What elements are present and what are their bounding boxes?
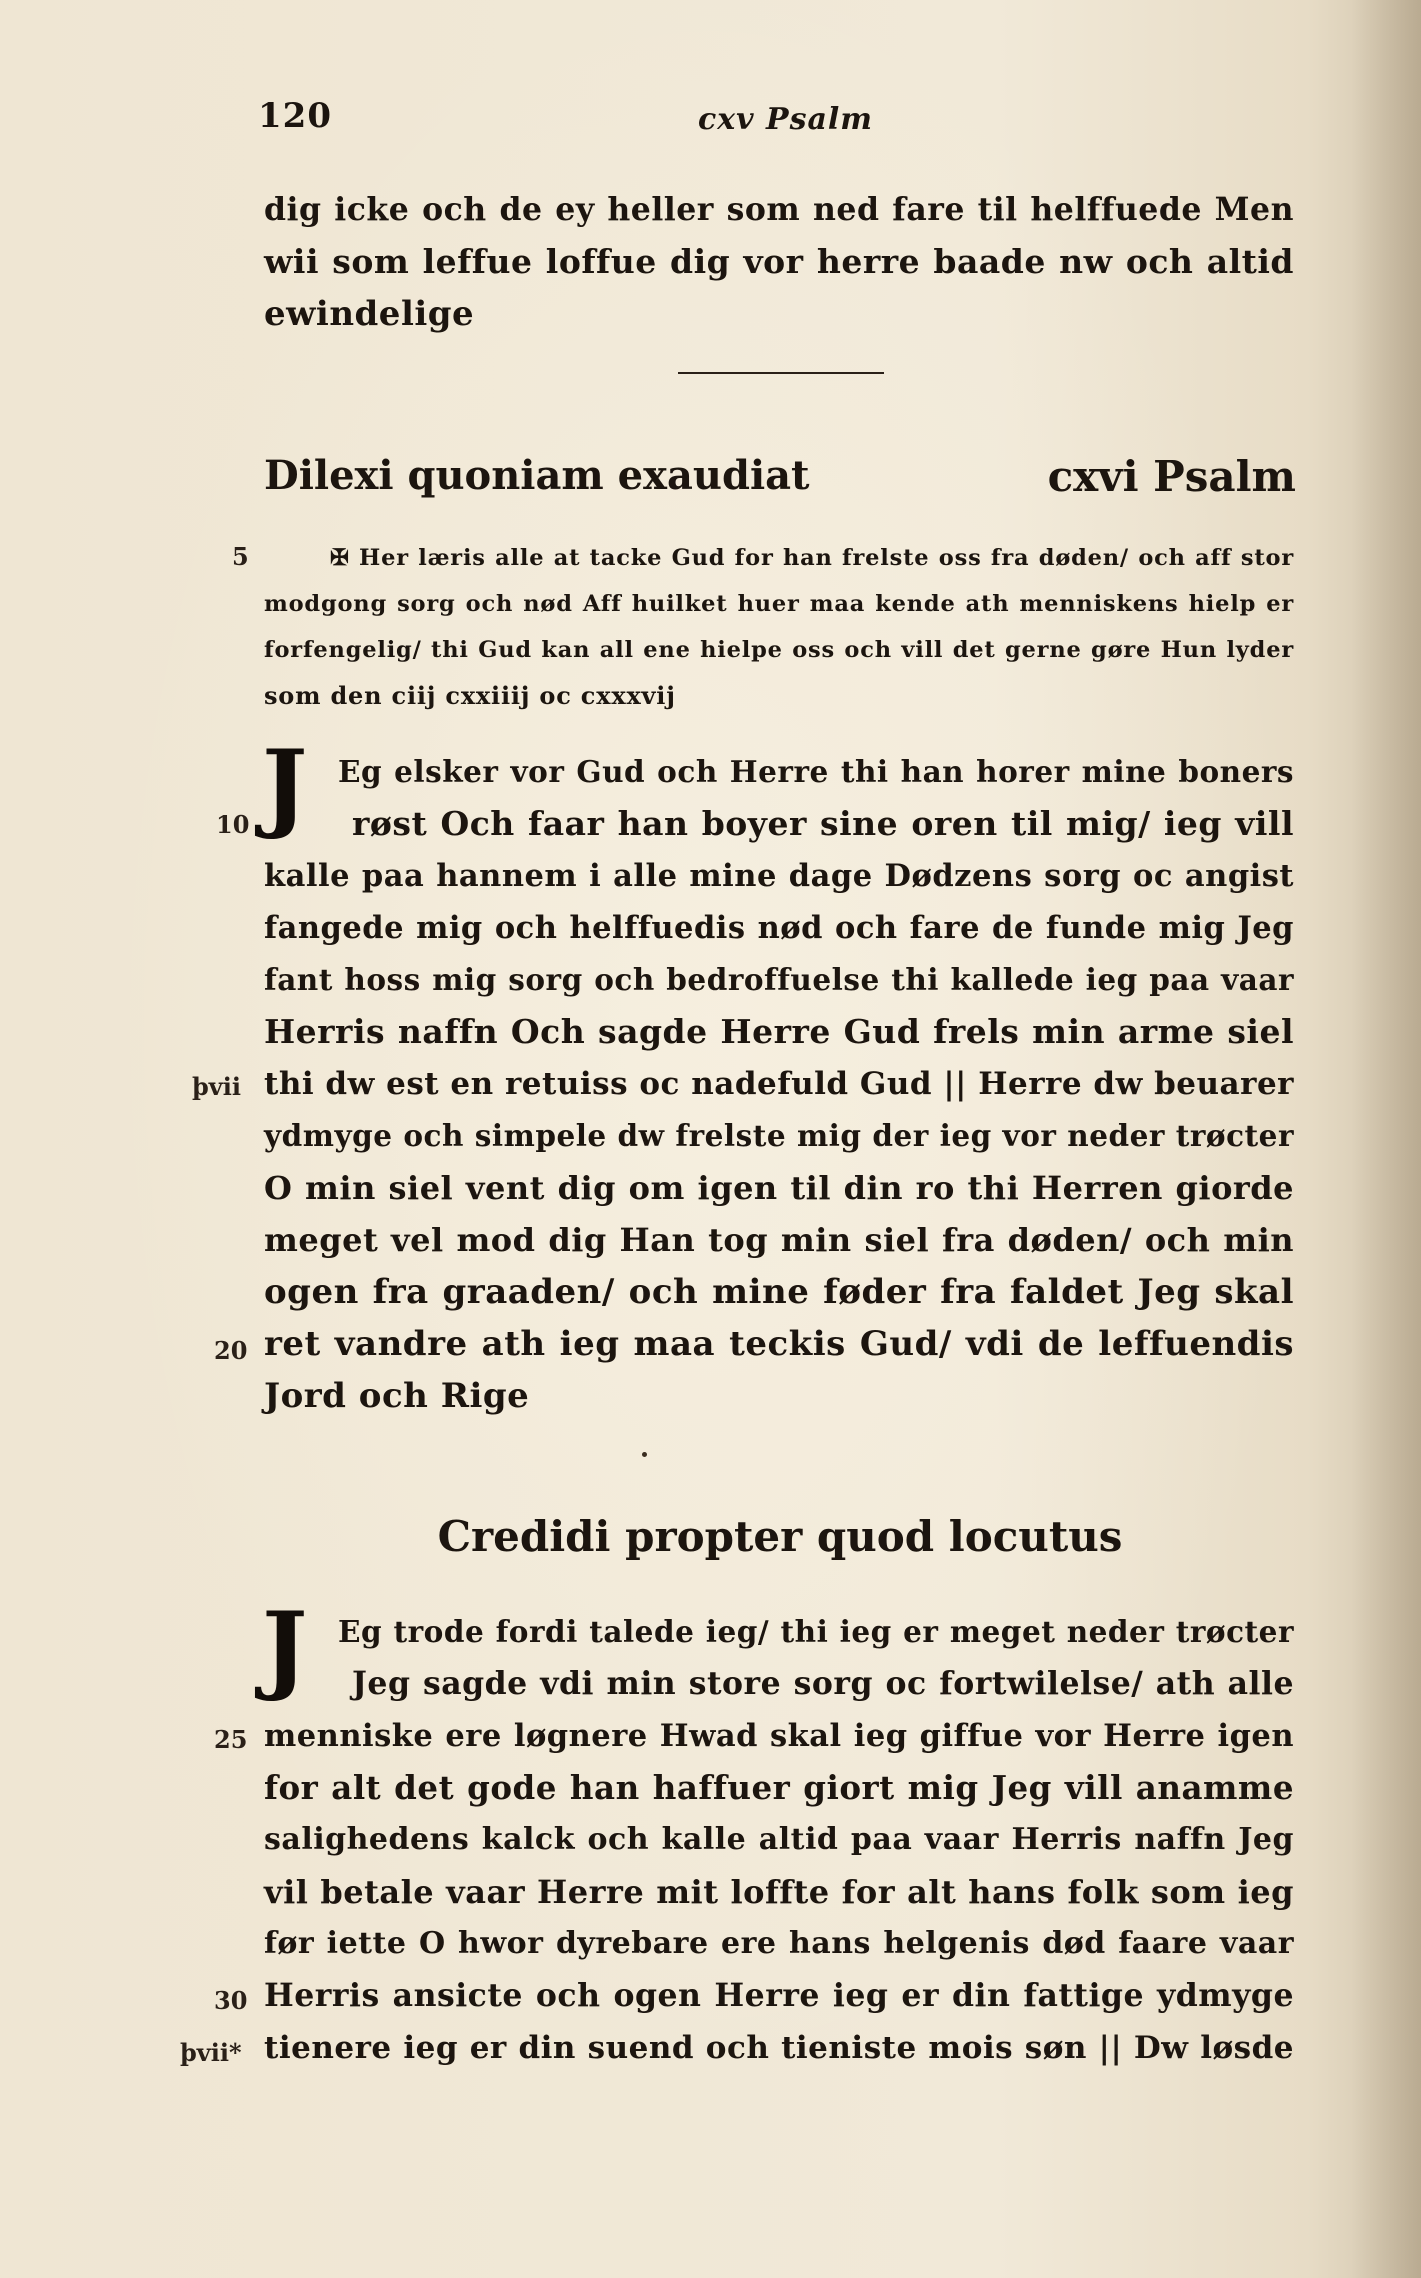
page-edge-shadow	[1351, 0, 1421, 2278]
text-line: ret vandre ath ieg maa teckis Gud/ vdi de leffuendis	[264, 1324, 1294, 1364]
print-speck	[642, 1452, 647, 1457]
text-line: menniske ere løgnere Hwad skal ieg giffue vor Herre igen	[264, 1718, 1294, 1754]
margin-verse-marker: þvii*	[180, 2038, 242, 2067]
summary-line: forfengelig/ thi Gud kan all ene hielpe oss och vill det gerne gøre Hun lyder	[264, 637, 1294, 663]
text-line: ydmyge och simpele dw frelste mig der ieg vor neder trøcter	[264, 1118, 1294, 1153]
margin-line-number: 20	[214, 1336, 248, 1365]
text-line: Jeg sagde vdi min store sorg oc fortwilelse/ ath alle	[352, 1665, 1294, 1702]
text-line: Jord och Rige	[264, 1376, 530, 1416]
section-divider	[678, 372, 884, 374]
text-line: for alt det gode han haffuer giort mig Jeg vill anamme	[264, 1768, 1294, 1807]
margin-line-number: 5	[232, 542, 249, 571]
text-line: Eg trode fordi talede ieg/ thi ieg er meget neder trøcter	[338, 1614, 1294, 1649]
text-line: Eg elsker vor Gud och Herre thi han horer mine boners	[338, 754, 1294, 789]
running-head	[258, 96, 1296, 146]
previous-psalm-ending	[264, 184, 1294, 340]
text-line: thi dw est en retuiss oc nadefuld Gud || Herre dw beuarer	[264, 1066, 1294, 1102]
text-line: meget vel mod dig Han tog min siel fra døden/ och min	[264, 1221, 1294, 1259]
text-line: røst Och faar han boyer sine oren til mig/ ieg vill	[352, 804, 1294, 843]
summary-line: som den ciij cxxiiij oc cxxxvij	[264, 681, 676, 710]
psalm-body	[264, 746, 1294, 1422]
running-title: cxv Psalm	[698, 102, 874, 137]
section-heading	[264, 1512, 1296, 1572]
text-line: Herris ansicte och ogen Herre ieg er din fattige ydmyge	[264, 1977, 1294, 2014]
text-line: dig icke och de ey heller som ned fare til helffuede Men	[264, 191, 1294, 228]
section-latin-title: Credidi propter quod locutus	[437, 1512, 1123, 1561]
page-number: 120	[258, 96, 332, 136]
margin-line-number: 10	[216, 810, 250, 839]
section-body	[264, 1606, 1294, 2074]
drop-cap: J	[262, 1591, 308, 1704]
psalm-latin-title: Dilexi quoniam exaudiat	[264, 452, 810, 499]
text-line: ewindelige	[264, 294, 475, 334]
text-line: ogen fra graaden/ och mine føder fra faldet Jeg skal	[264, 1272, 1294, 1312]
text-line: kalle paa hannem i alle mine dage Dødzens sorg oc angist	[264, 858, 1294, 894]
psalm-summary	[264, 535, 1294, 719]
text-line: før iette O hwor dyrebare ere hans helgenis død faare vaar	[264, 1926, 1294, 1961]
text-line: fant hoss mig sorg och bedroffuelse thi kallede ieg paa vaar	[264, 962, 1294, 997]
text-line: O min siel vent dig om igen til din ro thi Herren giorde	[264, 1169, 1294, 1207]
text-line: salighedens kalck och kalle altid paa vaar Herris naffn Jeg	[264, 1822, 1294, 1857]
text-line: tienere ieg er din suend och tieniste mois søn || Dw løsde	[264, 2030, 1294, 2066]
drop-cap: J	[262, 729, 308, 842]
psalm-heading	[264, 452, 1296, 512]
margin-line-number: 25	[214, 1725, 248, 1754]
margin-line-number: 30	[214, 1986, 248, 2015]
psalm-number-label: cxvi Psalm	[1047, 452, 1296, 501]
text-line: Herris naffn Och sagde Herre Gud frels min arme siel	[264, 1012, 1294, 1051]
summary-line: ✠ Her læris alle at tacke Gud for han frelste oss fra døden/ och aff stor	[330, 545, 1294, 571]
summary-line: modgong sorg och nød Aff huilket huer maa kende ath menniskens hielp er	[264, 591, 1294, 617]
margin-verse-marker: þvii	[192, 1072, 241, 1101]
text-line: fangede mig och helffuedis nød och fare de funde mig Jeg	[264, 910, 1294, 946]
text-line: wii som leffue loffue dig vor herre baade nw och altid	[264, 242, 1294, 281]
text-line: vil betale vaar Herre mit loffte for alt hans folk som ieg	[264, 1873, 1294, 1911]
